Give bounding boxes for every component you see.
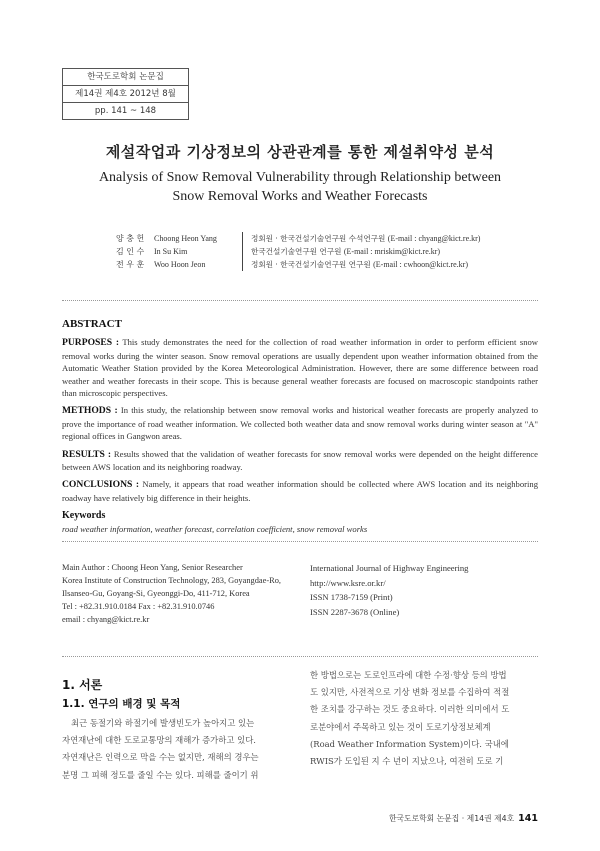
title-english-line-2: Snow Removal Works and Weather Forecasts (172, 189, 428, 204)
author-email: (E-mail : cwhoon@kict.re.kr) (373, 260, 468, 269)
journal-title-en: International Journal of Highway Engineering (310, 563, 469, 573)
text-line: 한 조치를 강구하는 것도 중요하다. 이러한 의미에서 도 (310, 704, 510, 715)
subsection-heading: 1.1. 연구의 배경 및 목적 (62, 698, 181, 710)
author-row (116, 258, 480, 271)
text-line: 한 방법으로는 도로인프라에 대한 수정·향상 등의 방법 (310, 670, 507, 680)
author-email: (E-mail : mriskim@kict.re.kr) (343, 247, 441, 256)
issn-online: ISSN 2287-3678 (Online) (310, 606, 400, 617)
author-name-ko: 전 우 훈 (116, 260, 145, 269)
title-korean: 제설작업과 기상정보의 상관관계를 통한 제설취약성 분석 (105, 143, 495, 161)
corresponding-author-info (62, 561, 292, 626)
body-paragraph (310, 667, 538, 770)
abstract-methods: METHODS : In this study, the relationship between snow removal works and historical weather forecasts are properly analyzed to prove the importance of road weather information. We collected both weather data and snow removal works during winter season at "A" regional offices in Gangwon areas. (62, 405, 539, 442)
journal-info-box (62, 68, 189, 120)
author-affiliation: 한국건설기술연구원 연구원 (E-mail : mriskim@kict.re.kr) (251, 247, 441, 256)
divider-middle (62, 541, 538, 542)
title-english-line-1: Analysis of Snow Removal Vulnerability through Relationship between (98, 170, 502, 185)
body-column-right (310, 667, 538, 770)
text-line: 도 있지만, 사전적으로 기상 변화 정보를 수집하여 적절 (310, 687, 510, 698)
text-line: 자연재난은 인력으로 막을 수는 없지만, 재해의 경우는 (62, 752, 259, 763)
divider-top (62, 300, 538, 301)
author-email: (E-mail : chyang@kict.re.kr) (387, 234, 481, 243)
author-name-ko: 양 충 헌 (116, 234, 145, 243)
issn-print: ISSN 1738-7159 (Print) (310, 592, 393, 602)
author-name-en: In Su Kim (154, 247, 188, 256)
journal-name: 한국도로학회 논문집 (87, 72, 164, 82)
author-list (116, 232, 480, 271)
author-affiliation: 정회원 · 한국건설기술연구원 수석연구원 (E-mail : chyang@kict.re.kr) (251, 234, 481, 243)
divider-bottom (62, 656, 538, 657)
keywords-heading: Keywords (62, 510, 106, 522)
contact-line: email : chyang@kict.re.kr (62, 615, 150, 624)
contact-line: Tel : +82.31.910.0184 Fax : +82.31.910.0746 (62, 602, 215, 611)
text-line: 로분야에서 주목하고 있는 것이 도로기상정보체계 (310, 721, 491, 732)
author-row (116, 232, 480, 245)
page-footer (389, 813, 538, 824)
author-row (116, 245, 480, 258)
author-name-en: Woo Hoon Jeon (154, 260, 206, 269)
abstract-purposes: PURPOSES : This study demonstrates the need for the collection of road weather information in order to perform efficient snow removal works during the winter season. Snow removal operations are usually dependent upon weather information obtained from the Automatic Weather Station provided by the Korea Meteorological Administration. However, there are some difference between road weather and weather forecasts in their scope. This is because general weather forecasts are focused on macroscopic standpoints rather than microscopic perspectives. (62, 337, 538, 399)
text-line: 최근 동절기와 하절기에 발생빈도가 높아지고 있는 (71, 718, 255, 728)
text-line: 분명 그 피해 정도를 줄일 수는 있다. 피해를 줄이기 위 (62, 769, 259, 780)
contact-line: Korea Institute of Construction Technology, 283, Goyangdae-Ro, (62, 576, 281, 585)
text-line: 자연재난에 대한 도로교통망의 재해가 증가하고 있다. (62, 735, 256, 746)
journal-pages: pp. 141 ~ 148 (63, 102, 188, 119)
text-line: RWIS가 도입된 지 수 년이 지났으나, 여전히 도로 기 (310, 756, 504, 767)
author-divider (242, 245, 243, 258)
section-heading: 1. 서론 (62, 678, 103, 692)
contact-line: Main Author : Choong Heon Yang, Senior Researcher (62, 563, 243, 572)
journal-volume: 제14권 제4호 2012년 8월 (63, 85, 188, 102)
keywords-list: road weather information, weather forecast, correlation coefficient, snow removal works (62, 523, 368, 534)
abstract-heading: ABSTRACT (62, 318, 122, 330)
text-line: (Road Weather Information System)이다. 국내에 (310, 738, 509, 749)
author-divider (242, 232, 243, 245)
abstract-section (62, 318, 538, 535)
title-english (0, 168, 600, 206)
author-affiliation: 정회원 · 한국건설기술연구원 연구원 (E-mail : cwhoon@kict.re.kr) (251, 260, 468, 269)
body-paragraph (62, 715, 290, 784)
page-number: 141 (518, 813, 538, 824)
author-name-en: Choong Heon Yang (154, 234, 217, 243)
body-column-left (62, 676, 290, 784)
journal-url: http://www.ksre.or.kr/ (310, 577, 386, 588)
abstract-results: RESULTS : Results showed that the validation of weather forecasts for snow removal works were depended on the height difference between AWS location and its neighboring roadway. (62, 448, 538, 473)
author-divider (242, 258, 243, 271)
author-name-ko: 김 인 수 (116, 247, 145, 256)
abstract-conclusions: CONCLUSIONS : Namely, it appears that road weather information should be collected where AWS location and its neighboring roadway have relatively big difference in their heights. (62, 479, 538, 503)
contact-line: Ilsanseo-Gu, Goyang-Si, Gyeonggi-Do, 411-712, Korea (62, 589, 250, 598)
footer-journal: 한국도로학회 논문집 · 제14권 제4호 (388, 814, 515, 823)
journal-publication-info (310, 561, 540, 619)
